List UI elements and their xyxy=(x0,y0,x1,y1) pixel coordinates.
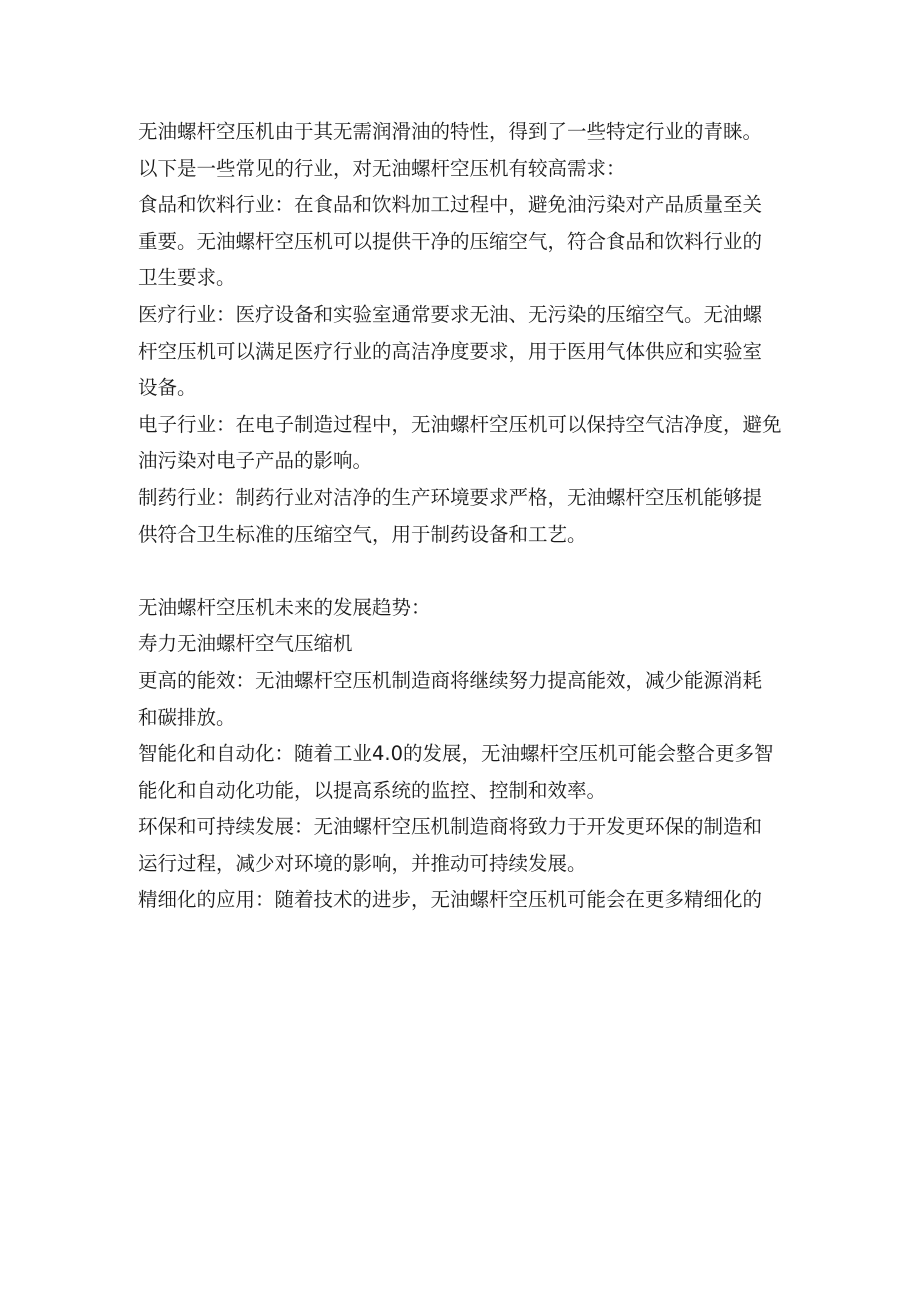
text-line: 供符合卫生标准的压缩空气，用于制药设备和工艺。 xyxy=(138,522,587,546)
text-line: 食品和饮料行业：在食品和饮料加工过程中，避免油污染对产品质量至关 xyxy=(138,193,763,217)
text-line: 电子行业：在电子制造过程中，无油螺杆空压机可以保持空气洁净度，避免 xyxy=(138,412,782,436)
text-line: 能化和自动化功能，以提高系统的监控、控制和效率。 xyxy=(138,778,607,802)
text-line: 杆空压机可以满足医疗行业的高洁净度要求，用于医用气体供应和实验室 xyxy=(138,339,763,363)
text-line: 运行过程，减少对环境的影响，并推动可持续发展。 xyxy=(138,851,587,875)
text-line: 无油螺杆空压机由于其无需润滑油的特性，得到了一些特定行业的青睐。 xyxy=(138,120,763,143)
text-line: 制药行业：制药行业对洁净的生产环境要求严格，无油螺杆空压机能够提 xyxy=(138,485,763,509)
text-line: 油污染对电子产品的影响。 xyxy=(138,449,373,473)
paragraph-spacer xyxy=(138,553,788,590)
text-line: 卫生要求。 xyxy=(138,266,236,290)
text-line: 智能化和自动化：随着工业4.0的发展，无油螺杆空压机可能会整合更多智 xyxy=(138,742,774,766)
text-line: 医疗行业：医疗设备和实验室通常要求无油、无污染的压缩空气。无油螺 xyxy=(138,302,763,326)
text-line: 以下是一些常见的行业，对无油螺杆空压机有较高需求： xyxy=(138,156,626,180)
text-line: 无油螺杆空压机未来的发展趋势： xyxy=(138,595,431,619)
text-line: 寿力无油螺杆空气压缩机 xyxy=(138,632,353,656)
text-line: 精细化的应用：随着技术的进步，无油螺杆空压机可能会在更多精细化的 xyxy=(138,888,763,912)
text-line: 设备。 xyxy=(138,376,197,400)
text-line: 更高的能效：无油螺杆空压机制造商将继续努力提高能效，减少能源消耗 xyxy=(138,668,763,692)
text-line: 和碳排放。 xyxy=(138,705,236,729)
text-line: 环保和可持续发展：无油螺杆空压机制造商将致力于开发更环保的制造和 xyxy=(138,815,763,839)
document-body xyxy=(138,114,788,919)
text-line: 重要。无油螺杆空压机可以提供干净的压缩空气，符合食品和饮料行业的 xyxy=(138,229,763,253)
